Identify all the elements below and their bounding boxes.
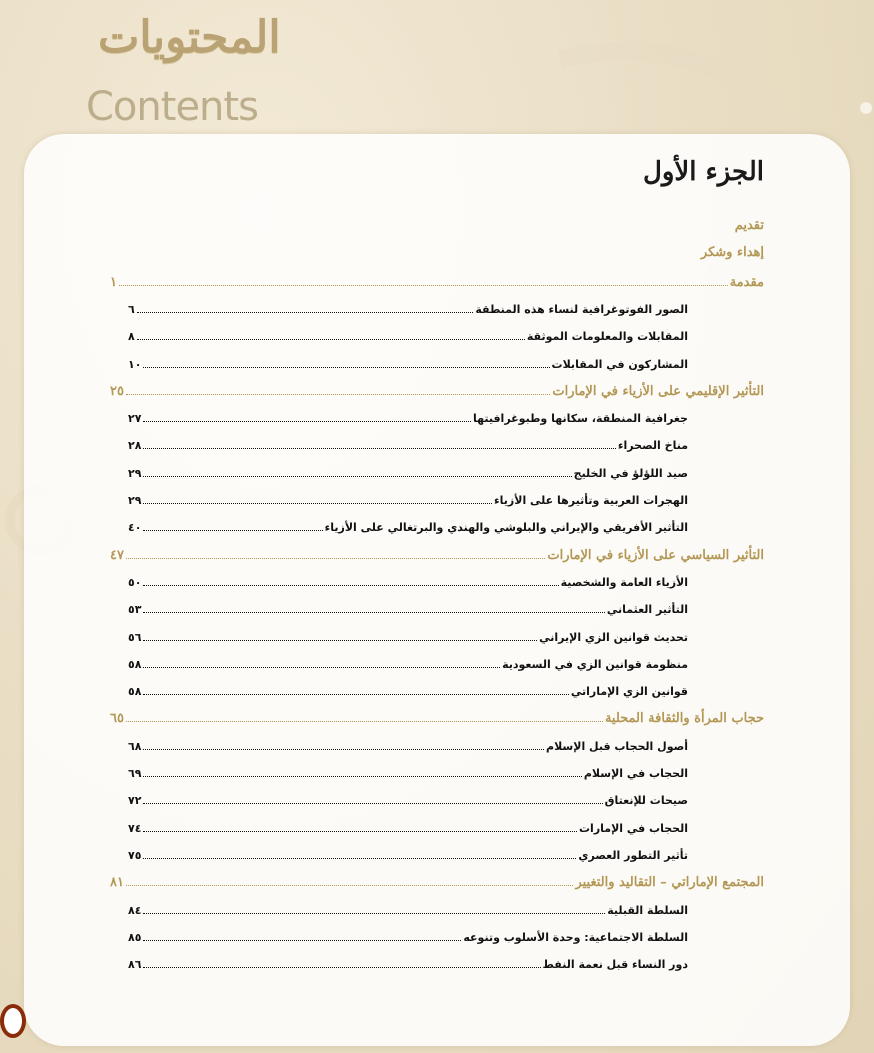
- dot-leader: [143, 901, 605, 914]
- toc-title: جغرافية المنطقة، سكانها وطبوغرافيتها: [472, 412, 688, 426]
- toc-title: إهداء وشكر: [700, 245, 764, 261]
- toc-page-number: ٤٠: [128, 521, 142, 535]
- dot-leader: [143, 355, 549, 368]
- toc-entry[interactable]: [128, 655, 688, 673]
- contents-title-english: Contents: [86, 84, 258, 130]
- dot-leader: [143, 737, 544, 750]
- toc-entry[interactable]: [128, 436, 688, 454]
- toc-page-number: ١٠: [128, 357, 142, 371]
- toc-title: مقدمة: [729, 274, 764, 290]
- dot-leader: [143, 628, 537, 641]
- toc-page-number: ٦: [128, 302, 135, 316]
- toc-title: صيد اللؤلؤ في الخليج: [573, 466, 688, 480]
- dot-leader: [143, 846, 576, 859]
- toc-entry[interactable]: [128, 409, 688, 427]
- dot-leader: [126, 873, 573, 886]
- toc-page-number: ٦٥: [110, 711, 124, 727]
- toc-entry[interactable]: [128, 491, 688, 509]
- toc-entry[interactable]: [128, 518, 688, 536]
- toc-title: التأثير الأفريقي والإيراني والبلوشي والهندي والبرتغالي على الأزياء: [324, 521, 688, 535]
- toc-page-number: ٨٦: [128, 958, 142, 972]
- toc-page-number: ٢٨: [128, 439, 142, 453]
- toc-section[interactable]: [110, 382, 764, 400]
- toc-section[interactable]: [110, 709, 764, 727]
- toc-title: صيحات للإنعتاق: [604, 794, 688, 808]
- toc-title: تحديث قوانين الزي الإيراني: [539, 630, 688, 644]
- toc-title: السلطة الاجتماعية: وحدة الأسلوب وتنوعه: [463, 930, 688, 944]
- toc-title: التأثير السياسي على الأزياء في الإمارات: [547, 547, 764, 563]
- toc-title: منظومة قوانين الزي في السعودية: [502, 657, 688, 671]
- dot-leader: [143, 928, 461, 941]
- toc-title: الهجرات العربية وتأثيرها على الأزياء: [494, 494, 688, 507]
- toc-page-number: ٢٩: [128, 494, 142, 507]
- toc-page-number: ٥٨: [128, 657, 142, 671]
- dot-leader: [143, 491, 492, 504]
- toc-title: حجاب المرأة والثقافة المحلية: [604, 711, 764, 727]
- toc-page-number: ٥٣: [128, 603, 142, 617]
- toc-title: الصور الفوتوغرافية لنساء هذه المنطقة: [475, 302, 688, 316]
- dot-leader: [143, 464, 571, 477]
- dot-leader: [143, 655, 500, 668]
- dot-leader: [143, 573, 558, 586]
- toc-section[interactable]: [110, 273, 764, 291]
- dot-leader: [143, 819, 577, 832]
- toc-entry[interactable]: [128, 355, 688, 373]
- toc-section[interactable]: [110, 546, 764, 564]
- contents-title-arabic: المحتويات: [98, 12, 281, 63]
- toc-title: التأثير العثماني: [606, 603, 688, 617]
- toc-page-number: ٨١: [110, 875, 124, 891]
- toc-page-number: ٦٨: [128, 739, 142, 753]
- dot-leader: [143, 436, 615, 449]
- dot-leader: [137, 327, 525, 340]
- toc-entry[interactable]: [128, 764, 688, 782]
- toc-title: أصول الحجاب قبل الإسلام: [546, 739, 688, 753]
- dot-leader: [143, 600, 604, 613]
- toc-page-number: ٤٧: [110, 547, 124, 563]
- toc-entry[interactable]: [128, 600, 688, 618]
- toc-page-number: ٨٥: [128, 930, 142, 944]
- toc-entry[interactable]: [128, 819, 688, 837]
- toc-title: المشاركون في المقابلات: [551, 357, 688, 371]
- toc-section[interactable]: [110, 873, 764, 891]
- toc-page-number: ٢٥: [110, 383, 124, 399]
- toc-page-number: ٦٩: [128, 767, 142, 780]
- dot-leader: [143, 409, 471, 422]
- toc-title: قوانين الزي الإماراتي: [570, 685, 688, 699]
- toc-entry[interactable]: [128, 928, 688, 946]
- dot-leader: [119, 273, 728, 286]
- toc-entry[interactable]: [128, 682, 688, 700]
- dot-leader: [126, 709, 603, 722]
- toc-page-number: ٨: [128, 330, 135, 344]
- toc-entry[interactable]: [128, 573, 688, 591]
- toc-entry[interactable]: [128, 300, 688, 318]
- toc-entry[interactable]: [128, 327, 688, 345]
- toc-title: الأزياء العامة والشخصية: [560, 575, 688, 589]
- toc-title: المقابلات والمعلومات الموثقة: [526, 330, 688, 344]
- toc-page-number: ٢٩: [128, 466, 142, 480]
- dot-leader: [143, 791, 602, 804]
- dot-leader: [143, 682, 568, 695]
- dot-leader: [143, 764, 581, 777]
- toc-page-number: ٥٦: [128, 630, 142, 644]
- part-title: الجزء الأول: [642, 157, 764, 187]
- toc-page-number: ٢٧: [128, 412, 142, 426]
- toc-entry[interactable]: [128, 846, 688, 864]
- toc-entry[interactable]: [128, 737, 688, 755]
- toc-page-number: ١: [110, 274, 117, 290]
- toc-section[interactable]: [110, 245, 764, 263]
- dot-leader: [143, 955, 540, 968]
- toc-title: تقديم: [734, 218, 764, 233]
- toc-title: المجتمع الإماراتي – التقاليد والتغيير: [575, 875, 764, 891]
- toc-title: التأثير الإقليمي على الأزياء في الإمارات: [552, 383, 764, 399]
- toc-title: تأثير التطور العصري: [578, 848, 688, 862]
- toc-title: السلطة القبلية: [607, 903, 688, 917]
- toc-page-number: ٥٨: [128, 685, 142, 699]
- toc-page-number: ٧٥: [128, 848, 142, 862]
- dot-leader: [143, 518, 322, 531]
- toc-page-number: ٨٤: [128, 903, 142, 917]
- toc-entry[interactable]: [128, 464, 688, 482]
- dot-leader: [137, 300, 474, 313]
- dot-leader: [126, 546, 545, 559]
- toc-title: الحجاب في الإمارات: [579, 821, 688, 835]
- toc-entry[interactable]: [128, 628, 688, 646]
- toc-page-number: ٧٢: [128, 794, 142, 808]
- toc-entry[interactable]: [128, 791, 688, 809]
- toc-title: الحجاب في الإسلام: [583, 767, 688, 780]
- dot-leader: [126, 382, 550, 395]
- toc-page-number: ٥٠: [128, 575, 142, 589]
- toc-title: دور النساء قبل نعمة النفط: [542, 958, 688, 972]
- page-corner-icon: [0, 1004, 26, 1038]
- toc-title: مناخ الصحراء: [617, 439, 688, 453]
- toc-page-number: ٧٤: [128, 821, 142, 835]
- toc-section[interactable]: [110, 218, 764, 236]
- toc-entry[interactable]: [128, 955, 688, 973]
- toc-entry[interactable]: [128, 901, 688, 919]
